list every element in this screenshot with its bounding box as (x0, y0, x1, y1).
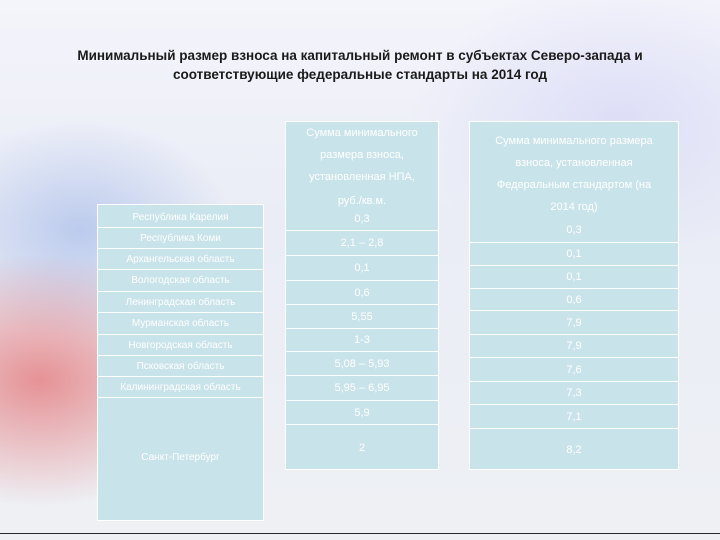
federal-header-line-4: 2014 год) (550, 201, 598, 213)
federal-header-line-3: Федеральным стандартом (на (496, 179, 652, 191)
federal-value: 0,1 (469, 266, 679, 289)
npa-header-line-1: Сумма минимального (306, 127, 418, 139)
npa-value: 5,08 – 5,93 (285, 352, 439, 376)
npa-header-line-2: размера взноса, (320, 149, 404, 161)
region-murmansk: Мурманская область (98, 313, 263, 335)
federal-value: 8,2 (566, 443, 582, 456)
npa-value: 5,9 (285, 401, 439, 425)
federal-header-line-1: Сумма минимального размера (495, 135, 653, 147)
federal-value: 7,6 (469, 358, 679, 382)
region-spb: Санкт-Петербург (141, 452, 220, 463)
npa-header-line-4: руб./кв.м. (337, 195, 387, 207)
region-pskov: Псковская область (98, 356, 263, 377)
federal-value: 0,6 (469, 289, 679, 311)
npa-value: 2 (358, 441, 366, 454)
npa-value: 5,55 (285, 305, 439, 329)
federal-value: 7,9 (469, 311, 679, 335)
region-vologda: Вологодская область (98, 270, 263, 292)
npa-value: 0,6 (285, 281, 439, 305)
federal-value: 7,1 (469, 405, 679, 429)
npa-value: 1-3 (285, 329, 439, 352)
federal-value: 7,9 (469, 335, 679, 358)
bottom-divider (0, 533, 720, 534)
region-leningrad: Ленинградская область (98, 292, 263, 313)
npa-value: 0,3 (285, 208, 439, 231)
npa-header-line-3: установленная НПА, (309, 171, 415, 183)
region-komi: Республика Коми (98, 228, 263, 249)
federal-value: 0,3 (469, 218, 679, 243)
region-novgorod: Новгородская область (98, 335, 263, 356)
page-title: Минимальный размер взноса на капитальный ремонт в субъектах Северо-запада и соответствующие федеральные стандарты на 2014 год (77, 48, 643, 82)
region-kaliningrad: Калининградская область (98, 377, 263, 398)
npa-value: 5,95 – 6,95 (285, 376, 439, 401)
federal-header-line-2: взноса, установленная (515, 157, 633, 169)
npa-value: 2,1 – 2,8 (285, 231, 439, 256)
region-karelia: Республика Карелия (98, 207, 263, 228)
region-arkhangelsk: Архангельская область (98, 249, 263, 270)
npa-value: 0,1 (285, 256, 439, 281)
federal-value: 7,3 (469, 382, 679, 405)
federal-value: 0,1 (469, 243, 679, 266)
